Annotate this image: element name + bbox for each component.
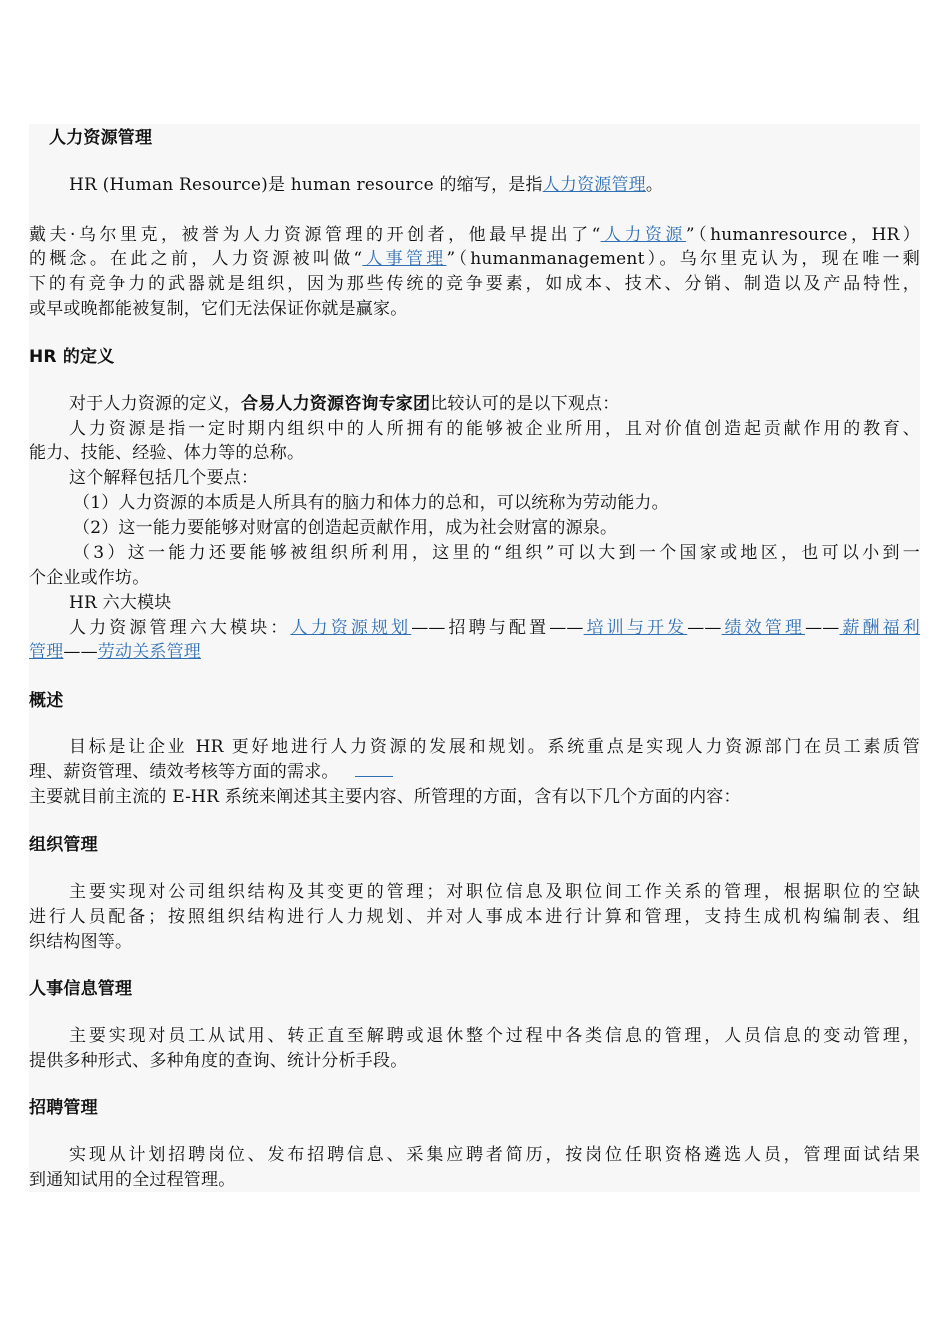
personnel-heading-text: 人事信息管理 [29,979,133,999]
overview-heading-text: 概述 [29,691,64,711]
hrm-link[interactable]: 人力资源管理 [542,175,646,195]
ulrich-line-4 [29,297,920,321]
definition-point-3-line-2 [29,566,920,590]
modules-title-text: HR 六大模块 [69,593,172,613]
labor-relations-link[interactable]: 劳动关系管理 [97,642,202,662]
module-separator: —— [549,618,584,638]
modules-title [29,591,920,615]
point-2-text: （2）这一能力要能够对财富的创造起贡献作用，成为社会财富的源泉。 [73,518,618,538]
page-title [29,126,920,150]
org-heading [29,833,920,857]
module-separator: —— [411,618,446,638]
overview-line-3 [29,785,920,809]
org-line-2 [29,905,920,929]
overview-text-3: 主要就目前主流的 E-HR 系统来阐述其主要内容、所管理的方面，含有以下几个方面的内容： [29,787,741,807]
org-line-1 [29,880,920,904]
compensation-benefits-link-cont[interactable]: 管理 [29,642,64,662]
ulrich-text-2b: ”（humanmanagement）。乌尔里克认为，现在唯一剩 [446,249,920,269]
modules-line-1 [29,616,920,640]
ulrich-line-2 [29,247,920,271]
definition-p2-text-1: 人力资源是指一定时期内组织中的人所拥有的能够被企业所用，且对价值创造起贡献作用的教育、 [69,419,920,439]
org-text-1: 主要实现对公司组织结构及其变更的管理；对职位信息及职位间工作关系的管理，根据职位的空缺 [69,882,920,902]
recruit-line-1 [29,1143,920,1167]
definition-heading [29,345,920,369]
compensation-benefits-link[interactable]: 薪酬福利 [839,618,921,638]
empty-link[interactable] [355,760,393,777]
org-heading-text: 组织管理 [29,835,98,855]
personnel-heading [29,977,920,1001]
ulrich-text-2a: 的概念。在此之前，人力资源被叫做“ [29,249,363,269]
point-3-text-2: 个企业或作坊。 [29,568,150,588]
overview-heading [29,689,920,713]
definition-heading-text: HR 的定义 [29,347,115,367]
personnel-management-link[interactable]: 人事管理 [362,249,447,269]
ulrich-text-1b: ”（humanresource，HR） [685,225,920,245]
definition-p1 [29,392,920,416]
intro-paragraph [29,173,920,197]
overview-line-1 [29,735,920,759]
definition-p1-b: 比较认可的是以下观点： [430,394,620,414]
hr-planning-link[interactable]: 人力资源规划 [290,618,412,638]
personnel-line-1 [29,1024,920,1048]
org-text-2: 进行人员配备；按照组织结构进行人力规划、并对人事成本进行计算和管理，支持生成机构编制表、组 [29,907,920,927]
personnel-text-1: 主要实现对员工从试用、转正直至解聘或退休整个过程中各类信息的管理，人员信息的变动管理， [69,1026,920,1046]
intro-suffix: 。 [645,175,664,195]
ulrich-text-4: 或早或晚都能被复制，它们无法保证你就是赢家。 [29,299,408,319]
recruitment-allocation-text: 招聘与配置 [445,618,550,638]
recruit-text-1: 实现从计划招聘岗位、发布招聘信息、采集应聘者简历，按岗位任职资格遴选人员，管理面试结果 [69,1145,920,1165]
recruit-line-2 [29,1168,920,1192]
recruit-text-2: 到通知试用的全过程管理。 [29,1170,236,1190]
ulrich-line-3 [29,272,920,296]
overview-line-2 [29,760,920,784]
definition-p2-text-2: 能力、技能、经验、体力等的总称。 [29,443,305,463]
definition-p1-a: 对于人力资源的定义， [69,394,241,414]
definition-point-1 [29,491,920,515]
definition-p3 [29,466,920,490]
personnel-line-2 [29,1049,920,1073]
org-line-3 [29,930,920,954]
recruit-heading [29,1096,920,1120]
intro-text: HR (Human Resource)是 human resource 的缩写，是指 [69,175,543,195]
recruit-heading-text: 招聘管理 [29,1098,98,1118]
definition-p2-line-1 [29,417,920,441]
performance-management-link[interactable]: 绩效管理 [721,618,806,638]
personnel-text-2: 提供多种形式、多种角度的查询、统计分析手段。 [29,1051,408,1071]
point-3-text-1: （3）这一能力还要能够被组织所利用，这里的“组织”可以大到一个国家或地区，也可以小到一 [73,543,920,563]
modules-prefix: 人力资源管理六大模块： [69,618,291,638]
page-title-text: 人力资源管理 [49,128,153,148]
consultant-group-name: 合易人力资源咨询专家团 [241,394,431,414]
module-separator: —— [687,618,722,638]
module-separator: —— [63,642,98,662]
ulrich-text-1a: 戴夫·乌尔里克，被誉为人力资源管理的开创者，他最早提出了“ [29,225,601,245]
training-development-link[interactable]: 培训与开发 [583,618,688,638]
definition-p3-text: 这个解释包括几个要点： [69,468,259,488]
definition-p2-line-2 [29,441,920,465]
point-1-text: （1）人力资源的本质是人所具有的脑力和体力的总和，可以统称为劳动能力。 [73,493,669,513]
human-resource-link[interactable]: 人力资源 [600,225,686,245]
ulrich-text-3: 下的有竞争力的武器就是组织，因为那些传统的竞争要素，如成本、技术、分销、制造以及产品特性， [29,274,920,294]
module-separator: —— [805,618,840,638]
modules-line-2 [29,640,920,664]
ulrich-line-1 [29,223,920,247]
org-text-3: 织结构图等。 [29,932,133,952]
definition-point-2 [29,516,920,540]
overview-text-1: 目标是让企业 HR 更好地进行人力资源的发展和规划。系统重点是实现人力资源部门在员工素质管 [69,737,920,757]
overview-text-2: 理、薪资管理、绩效考核等方面的需求。 [29,762,339,782]
definition-point-3-line-1 [29,541,920,565]
